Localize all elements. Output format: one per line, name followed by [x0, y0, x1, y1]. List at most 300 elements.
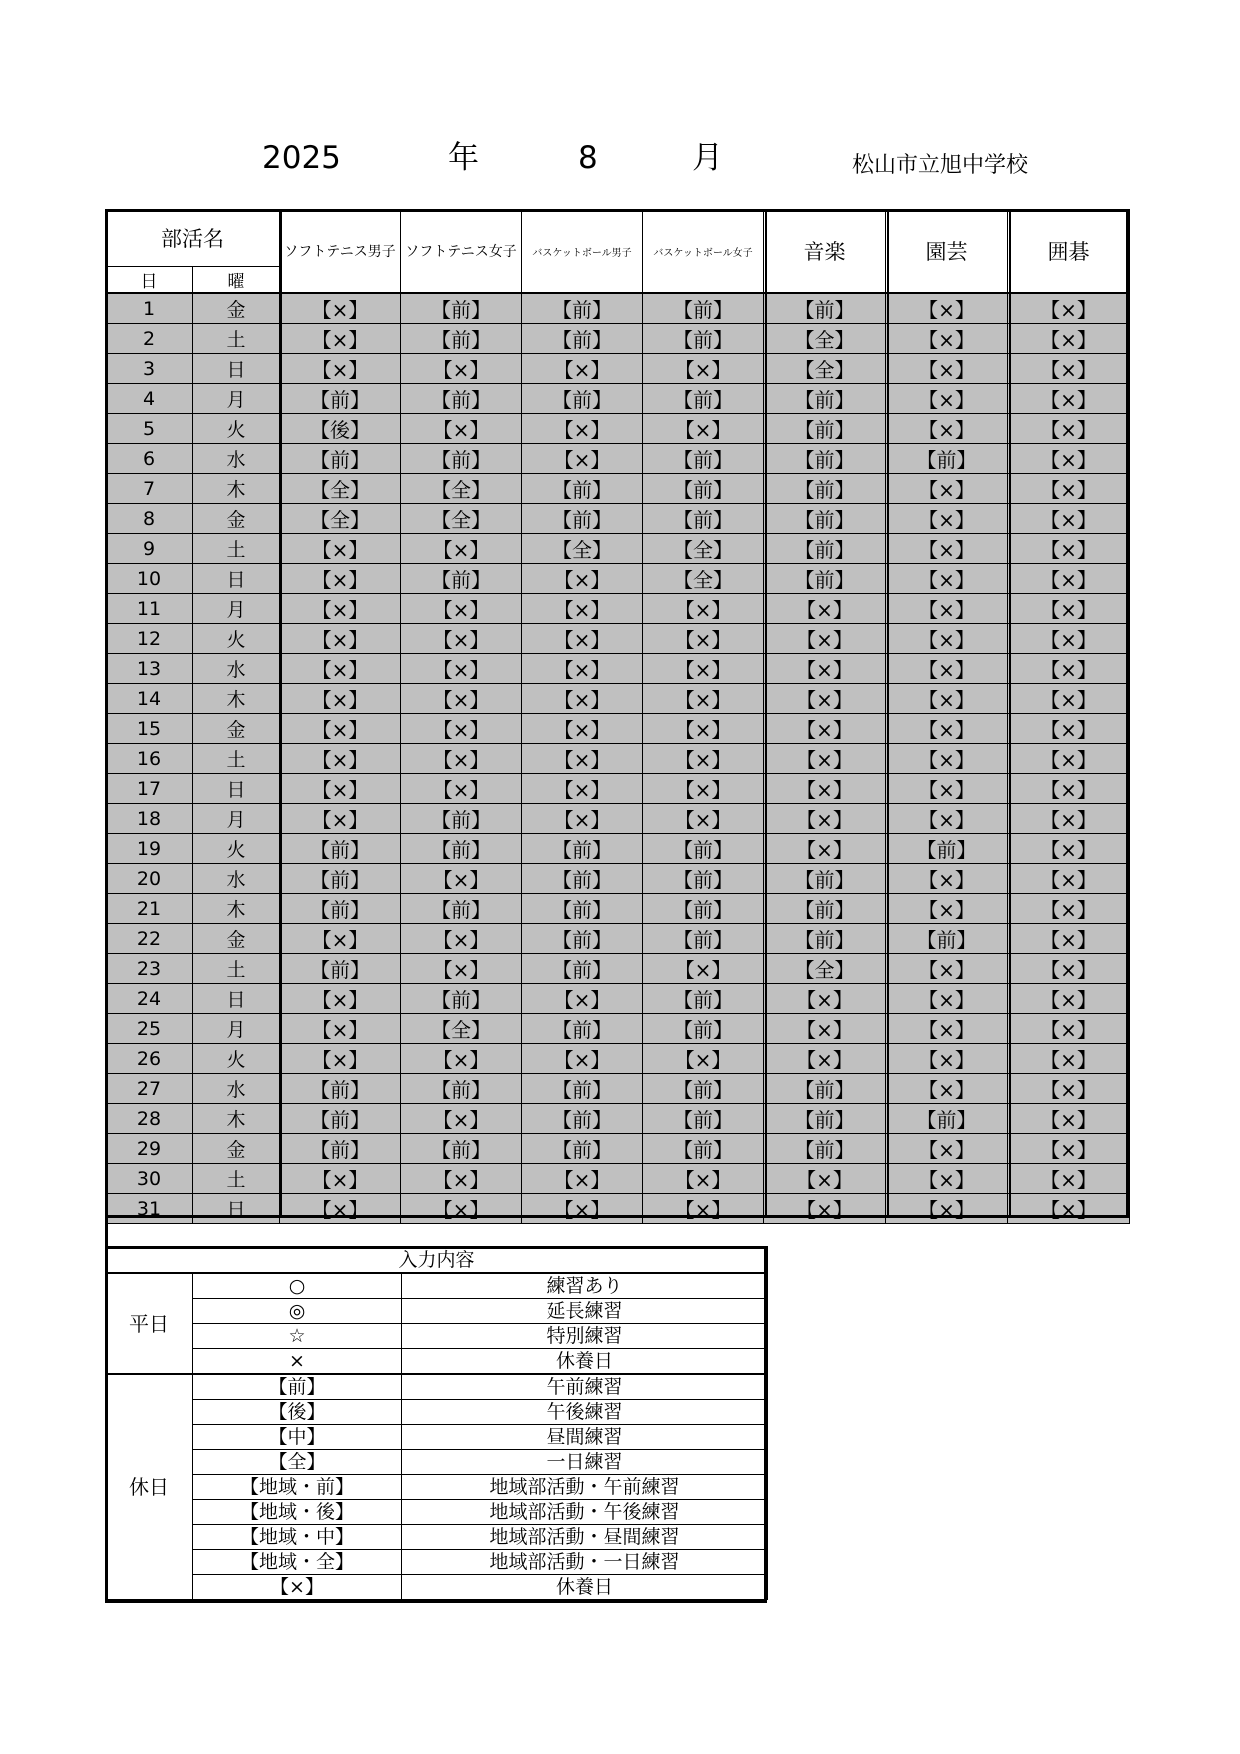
- day-number: 20: [106, 864, 193, 894]
- legend-code: ×: [193, 1349, 402, 1375]
- table-row: [106, 414, 1130, 444]
- schedule-cell: 【前】: [764, 564, 886, 594]
- schedule-cell: 【前】: [643, 474, 764, 504]
- schedule-cell: 【×】: [1008, 444, 1130, 474]
- weekday: 火: [193, 414, 280, 444]
- schedule-cell: 【前】: [401, 894, 522, 924]
- schedule-cell: 【全】: [643, 534, 764, 564]
- schedule-cell: 【前】: [764, 474, 886, 504]
- schedule-cell: 【×】: [764, 744, 886, 774]
- weekday: 月: [193, 384, 280, 414]
- schedule-cell: 【前】: [401, 384, 522, 414]
- schedule-cell: 【前】: [643, 444, 764, 474]
- schedule-cell: 【×】: [643, 954, 764, 984]
- schedule-cell: 【前】: [280, 864, 401, 894]
- schedule-cell: 【×】: [1008, 1104, 1130, 1134]
- schedule-cell: 【×】: [764, 834, 886, 864]
- table-row: [106, 1014, 1130, 1044]
- club-header-soft-tennis-girls: ソフトテニス女子: [401, 210, 522, 294]
- schedule-cell: 【×】: [522, 684, 643, 714]
- weekday: 水: [193, 444, 280, 474]
- schedule-cell: 【×】: [643, 654, 764, 684]
- day-number: 25: [106, 1014, 193, 1044]
- legend-description: 一日練習: [402, 1450, 768, 1475]
- schedule-cell: 【後】: [280, 414, 401, 444]
- schedule-cell: 【前】: [643, 894, 764, 924]
- table-row: [106, 1194, 1130, 1224]
- schedule-cell: 【前】: [401, 834, 522, 864]
- weekday: 土: [193, 954, 280, 984]
- schedule-cell: 【×】: [401, 534, 522, 564]
- table-row: [106, 384, 1130, 414]
- legend-description: 休養日: [402, 1575, 768, 1600]
- schedule-cell: 【×】: [1008, 804, 1130, 834]
- legend-row: [106, 1349, 768, 1375]
- schedule-cell: 【×】: [764, 774, 886, 804]
- weekday: 金: [193, 293, 280, 324]
- day-number: 17: [106, 774, 193, 804]
- schedule-cell: 【×】: [280, 1014, 401, 1044]
- legend-description: 地域部活動・昼間練習: [402, 1525, 768, 1550]
- legend-code: ◎: [193, 1299, 402, 1324]
- table-row: [106, 804, 1130, 834]
- schedule-cell: 【前】: [643, 834, 764, 864]
- schedule-cell: 【×】: [886, 354, 1008, 384]
- schedule-cell: 【前】: [886, 834, 1008, 864]
- weekday: 水: [193, 864, 280, 894]
- schedule-cell: 【×】: [280, 1194, 401, 1224]
- schedule-cell: 【×】: [886, 1044, 1008, 1074]
- schedule-cell: 【前】: [522, 324, 643, 354]
- schedule-cell: 【前】: [280, 894, 401, 924]
- schedule-cell: 【×】: [401, 744, 522, 774]
- schedule-cell: 【×】: [401, 654, 522, 684]
- schedule-cell: 【前】: [522, 1074, 643, 1104]
- schedule-cell: 【×】: [522, 1044, 643, 1074]
- legend-code: 【中】: [193, 1425, 402, 1450]
- table-row: [106, 774, 1130, 804]
- schedule-cell: 【×】: [522, 774, 643, 804]
- legend-code: 【後】: [193, 1400, 402, 1425]
- legend-code: 【地域・中】: [193, 1525, 402, 1550]
- day-number: 5: [106, 414, 193, 444]
- schedule-cell: 【前】: [401, 564, 522, 594]
- schedule-cell: 【×】: [764, 654, 886, 684]
- schedule-cell: 【×】: [1008, 774, 1130, 804]
- schedule-cell: 【×】: [643, 804, 764, 834]
- schedule-cell: 【×】: [1008, 864, 1130, 894]
- day-number: 6: [106, 444, 193, 474]
- schedule-cell: 【×】: [1008, 654, 1130, 684]
- schedule-cell: 【×】: [886, 504, 1008, 534]
- schedule-cell: 【×】: [1008, 354, 1130, 384]
- day-number: 10: [106, 564, 193, 594]
- schedule-cell: 【×】: [764, 594, 886, 624]
- schedule-cell: 【×】: [401, 954, 522, 984]
- table-row: [106, 1134, 1130, 1164]
- schedule-cell: 【×】: [886, 293, 1008, 324]
- legend-description: 地域部活動・午後練習: [402, 1500, 768, 1525]
- schedule-cell: 【×】: [764, 714, 886, 744]
- schedule-cell: 【前】: [643, 864, 764, 894]
- schedule-cell: 【前】: [643, 1074, 764, 1104]
- schedule-cell: 【前】: [522, 924, 643, 954]
- schedule-cell: 【前】: [280, 1134, 401, 1164]
- schedule-cell: 【×】: [764, 624, 886, 654]
- schedule-cell: 【×】: [886, 954, 1008, 984]
- day-number: 23: [106, 954, 193, 984]
- schedule-cell: 【前】: [643, 1134, 764, 1164]
- schedule-cell: 【×】: [886, 864, 1008, 894]
- weekday: 土: [193, 534, 280, 564]
- legend-code: 【×】: [193, 1575, 402, 1600]
- table-gap-line: [105, 1218, 108, 1248]
- year-label: 年: [448, 140, 479, 176]
- schedule-cell: 【×】: [401, 924, 522, 954]
- schedule-cell: 【×】: [522, 354, 643, 384]
- schedule-cell: 【×】: [1008, 834, 1130, 864]
- table-row: [106, 924, 1130, 954]
- schedule-cell: 【全】: [764, 324, 886, 354]
- schedule-cell: 【全】: [280, 474, 401, 504]
- schedule-cell: 【×】: [1008, 1194, 1130, 1224]
- schedule-cell: 【×】: [280, 293, 401, 324]
- schedule-cell: 【×】: [1008, 624, 1130, 654]
- legend-description: 地域部活動・一日練習: [402, 1550, 768, 1575]
- schedule-cell: 【全】: [401, 474, 522, 504]
- schedule-cell: 【前】: [280, 834, 401, 864]
- day-number: 8: [106, 504, 193, 534]
- schedule-cell: 【全】: [764, 954, 886, 984]
- weekday: 火: [193, 1044, 280, 1074]
- club-header-go: 囲碁: [1008, 210, 1130, 294]
- club-header-soft-tennis-boys: ソフトテニス男子: [280, 210, 401, 294]
- day-number: 13: [106, 654, 193, 684]
- schedule-cell: 【前】: [522, 1134, 643, 1164]
- legend-row: [106, 1475, 768, 1500]
- schedule-cell: 【前】: [401, 984, 522, 1014]
- schedule-cell: 【前】: [764, 414, 886, 444]
- schedule-cell: 【×】: [280, 354, 401, 384]
- schedule-cell: 【全】: [764, 354, 886, 384]
- schedule-cell: 【×】: [1008, 984, 1130, 1014]
- schedule-cell: 【前】: [522, 894, 643, 924]
- schedule-cell: 【×】: [886, 384, 1008, 414]
- schedule-cell: 【前】: [522, 384, 643, 414]
- schedule-cell: 【前】: [401, 804, 522, 834]
- legend-table: [105, 1246, 768, 1600]
- table-row: [106, 954, 1130, 984]
- club-header-basketball-girls: バスケットボール女子: [643, 210, 764, 294]
- day-number: 3: [106, 354, 193, 384]
- schedule-cell: 【×】: [886, 744, 1008, 774]
- legend-code: 【全】: [193, 1450, 402, 1475]
- table-row: [106, 984, 1130, 1014]
- schedule-cell: 【×】: [764, 1044, 886, 1074]
- schedule-cell: 【×】: [280, 714, 401, 744]
- legend-description: 練習あり: [402, 1273, 768, 1299]
- schedule-cell: 【前】: [280, 954, 401, 984]
- schedule-cell: 【×】: [643, 1044, 764, 1074]
- table-row: [106, 354, 1130, 384]
- schedule-cell: 【前】: [886, 924, 1008, 954]
- table-row: [106, 444, 1130, 474]
- schedule-cell: 【×】: [886, 594, 1008, 624]
- table-row: [106, 1074, 1130, 1104]
- legend-row: [106, 1299, 768, 1324]
- weekday: 金: [193, 1134, 280, 1164]
- schedule-cell: 【前】: [280, 1074, 401, 1104]
- schedule-cell: 【×】: [643, 1194, 764, 1224]
- schedule-cell: 【×】: [401, 624, 522, 654]
- schedule-cell: 【×】: [764, 804, 886, 834]
- schedule-cell: 【×】: [1008, 324, 1130, 354]
- schedule-cell: 【×】: [764, 1164, 886, 1194]
- weekday: 日: [193, 354, 280, 384]
- schedule-cell: 【全】: [280, 504, 401, 534]
- schedule-cell: 【×】: [1008, 384, 1130, 414]
- weekday: 土: [193, 1164, 280, 1194]
- schedule-cell: 【×】: [280, 594, 401, 624]
- schedule-cell: 【×】: [1008, 894, 1130, 924]
- legend-row: [106, 1273, 768, 1299]
- schedule-cell: 【×】: [522, 624, 643, 654]
- schedule-cell: 【前】: [522, 504, 643, 534]
- legend-row: [106, 1500, 768, 1525]
- schedule-cell: 【前】: [643, 984, 764, 1014]
- table-row: [106, 654, 1130, 684]
- schedule-cell: 【×】: [1008, 534, 1130, 564]
- schedule-cell: 【×】: [280, 984, 401, 1014]
- day-number: 2: [106, 324, 193, 354]
- schedule-cell: 【×】: [522, 444, 643, 474]
- legend-description: 地域部活動・午前練習: [402, 1475, 768, 1500]
- schedule-cell: 【前】: [401, 1134, 522, 1164]
- day-number: 30: [106, 1164, 193, 1194]
- table-row: [106, 293, 1130, 324]
- table-row: [106, 1044, 1130, 1074]
- schedule-cell: 【前】: [522, 834, 643, 864]
- schedule-cell: 【×】: [1008, 1014, 1130, 1044]
- schedule-cell: 【×】: [522, 594, 643, 624]
- schedule-cell: 【×】: [401, 684, 522, 714]
- day-number: 12: [106, 624, 193, 654]
- day-number: 14: [106, 684, 193, 714]
- schedule-cell: 【×】: [401, 1164, 522, 1194]
- schedule-table: [105, 209, 1130, 1224]
- schedule-cell: 【×】: [401, 414, 522, 444]
- legend-code: ○: [193, 1273, 402, 1299]
- weekday: 日: [193, 564, 280, 594]
- schedule-cell: 【前】: [401, 444, 522, 474]
- schedule-cell: 【×】: [522, 984, 643, 1014]
- legend-row: [106, 1550, 768, 1575]
- table-row: [106, 744, 1130, 774]
- schedule-cell: 【×】: [886, 714, 1008, 744]
- schedule-cell: 【×】: [886, 774, 1008, 804]
- schedule-cell: 【前】: [643, 384, 764, 414]
- weekday: 土: [193, 744, 280, 774]
- schedule-cell: 【前】: [522, 293, 643, 324]
- schedule-cell: 【前】: [643, 1014, 764, 1044]
- legend-code: 【前】: [193, 1374, 402, 1400]
- schedule-cell: 【前】: [522, 474, 643, 504]
- day-number: 7: [106, 474, 193, 504]
- legend-row: [106, 1450, 768, 1475]
- weekday: 金: [193, 714, 280, 744]
- schedule-cell: 【前】: [522, 1104, 643, 1134]
- schedule-cell: 【×】: [1008, 1074, 1130, 1104]
- schedule-cell: 【前】: [643, 504, 764, 534]
- schedule-cell: 【前】: [643, 324, 764, 354]
- legend-description: 昼間練習: [402, 1425, 768, 1450]
- schedule-cell: 【前】: [764, 293, 886, 324]
- schedule-cell: 【×】: [280, 804, 401, 834]
- schedule-cell: 【×】: [643, 1164, 764, 1194]
- schedule-cell: 【前】: [764, 924, 886, 954]
- schedule-cell: 【×】: [401, 1044, 522, 1074]
- schedule-cell: 【×】: [401, 714, 522, 744]
- schedule-cell: 【×】: [522, 1194, 643, 1224]
- schedule-cell: 【前】: [764, 1104, 886, 1134]
- schedule-cell: 【×】: [1008, 1044, 1130, 1074]
- table-row: [106, 714, 1130, 744]
- schedule-cell: 【×】: [1008, 684, 1130, 714]
- table-row: [106, 474, 1130, 504]
- schedule-cell: 【前】: [401, 1074, 522, 1104]
- schedule-cell: 【前】: [764, 1134, 886, 1164]
- legend-code: 【地域・前】: [193, 1475, 402, 1500]
- schedule-cell: 【×】: [280, 924, 401, 954]
- schedule-cell: 【×】: [401, 354, 522, 384]
- schedule-cell: 【前】: [522, 1014, 643, 1044]
- schedule-cell: 【×】: [643, 624, 764, 654]
- schedule-cell: 【×】: [1008, 954, 1130, 984]
- legend-description: 休養日: [402, 1349, 768, 1375]
- schedule-cell: 【×】: [1008, 504, 1130, 534]
- day-number: 29: [106, 1134, 193, 1164]
- schedule-cell: 【×】: [886, 1014, 1008, 1044]
- schedule-cell: 【×】: [401, 594, 522, 624]
- schedule-cell: 【×】: [280, 324, 401, 354]
- month-value: 8: [578, 140, 598, 176]
- schedule-cell: 【×】: [1008, 564, 1130, 594]
- schedule-cell: 【×】: [1008, 714, 1130, 744]
- schedule-cell: 【×】: [643, 594, 764, 624]
- schedule-cell: 【×】: [886, 654, 1008, 684]
- schedule-cell: 【全】: [401, 504, 522, 534]
- schedule-cell: 【×】: [886, 684, 1008, 714]
- schedule-cell: 【前】: [522, 864, 643, 894]
- schedule-cell: 【前】: [280, 384, 401, 414]
- schedule-cell: 【×】: [886, 624, 1008, 654]
- legend-row: [106, 1525, 768, 1550]
- schedule-cell: 【×】: [280, 534, 401, 564]
- schedule-cell: 【×】: [886, 1164, 1008, 1194]
- table-row: [106, 864, 1130, 894]
- schedule-cell: 【全】: [522, 534, 643, 564]
- schedule-cell: 【×】: [280, 564, 401, 594]
- schedule-cell: 【×】: [1008, 1164, 1130, 1194]
- weekday: 水: [193, 1074, 280, 1104]
- weekday: 火: [193, 834, 280, 864]
- schedule-cell: 【×】: [886, 414, 1008, 444]
- schedule-cell: 【前】: [764, 1074, 886, 1104]
- schedule-cell: 【前】: [401, 324, 522, 354]
- schedule-cell: 【×】: [643, 714, 764, 744]
- table-row: [106, 594, 1130, 624]
- table-row: [106, 624, 1130, 654]
- schedule-cell: 【前】: [643, 924, 764, 954]
- schedule-cell: 【×】: [280, 684, 401, 714]
- legend-description: 延長練習: [402, 1299, 768, 1324]
- legend-group-label: 休日: [106, 1374, 193, 1600]
- schedule-cell: 【×】: [886, 534, 1008, 564]
- day-number: 21: [106, 894, 193, 924]
- schedule-cell: 【×】: [522, 1164, 643, 1194]
- day-number: 15: [106, 714, 193, 744]
- table-row: [106, 894, 1130, 924]
- day-number: 31: [106, 1194, 193, 1224]
- table-row: [106, 504, 1130, 534]
- schedule-cell: 【×】: [522, 714, 643, 744]
- schedule-cell: 【前】: [764, 864, 886, 894]
- weekday: 木: [193, 474, 280, 504]
- day-number: 27: [106, 1074, 193, 1104]
- legend-row: [106, 1324, 768, 1349]
- weekday: 木: [193, 894, 280, 924]
- legend-title: 入力内容: [106, 1247, 768, 1274]
- club-name-header: 部活名: [106, 210, 280, 267]
- weekday: 月: [193, 804, 280, 834]
- table-row: [106, 834, 1130, 864]
- schedule-cell: 【×】: [280, 774, 401, 804]
- schedule-cell: 【×】: [522, 744, 643, 774]
- month-label: 月: [692, 140, 723, 176]
- table-row: [106, 564, 1130, 594]
- schedule-cell: 【前】: [522, 954, 643, 984]
- school-name: 松山市立旭中学校: [852, 153, 1029, 178]
- legend-code: 【地域・後】: [193, 1500, 402, 1525]
- legend-row: [106, 1425, 768, 1450]
- schedule-cell: 【前】: [764, 894, 886, 924]
- schedule-cell: 【×】: [280, 744, 401, 774]
- schedule-cell: 【×】: [886, 1134, 1008, 1164]
- schedule-cell: 【×】: [401, 1104, 522, 1134]
- weekday: 金: [193, 924, 280, 954]
- schedule-cell: 【×】: [1008, 414, 1130, 444]
- weekday: 金: [193, 504, 280, 534]
- schedule-cell: 【×】: [886, 1194, 1008, 1224]
- schedule-cell: 【×】: [1008, 594, 1130, 624]
- schedule-cell: 【×】: [1008, 1134, 1130, 1164]
- club-header-music: 音楽: [764, 210, 886, 294]
- schedule-cell: 【×】: [280, 1044, 401, 1074]
- weekday: 日: [193, 1194, 280, 1224]
- weekday: 木: [193, 684, 280, 714]
- schedule-cell: 【×】: [1008, 924, 1130, 954]
- legend-description: 特別練習: [402, 1324, 768, 1349]
- weekday-header: 曜: [193, 267, 280, 294]
- legend-code: 【地域・全】: [193, 1550, 402, 1575]
- schedule-cell: 【前】: [643, 1104, 764, 1134]
- schedule-cell: 【×】: [522, 564, 643, 594]
- schedule-cell: 【×】: [401, 864, 522, 894]
- schedule-cell: 【前】: [280, 1104, 401, 1134]
- schedule-cell: 【前】: [764, 444, 886, 474]
- schedule-cell: 【×】: [764, 1194, 886, 1224]
- schedule-cell: 【全】: [401, 1014, 522, 1044]
